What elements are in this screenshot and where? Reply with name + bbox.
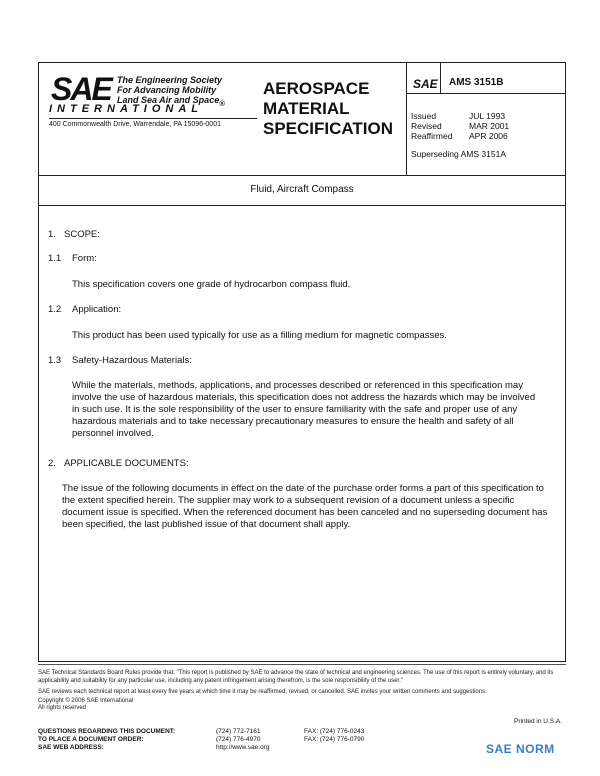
sae-norm-watermark	[486, 740, 555, 758]
footer-review: SAE reviews each technical report at least every five years at which time it may be reaffirmed, revised, or cancelled. SAE invites your written comments and suggestions.	[38, 689, 487, 695]
divider	[49, 118, 257, 119]
contact-block	[38, 728, 364, 752]
title-row	[39, 175, 565, 206]
section-number: 2.	[48, 458, 56, 469]
section-1-3	[48, 355, 192, 366]
contact-row: TO PLACE A DOCUMENT ORDER: (724) 776-4970 FAX: (724) 776-0790	[38, 736, 365, 743]
section-number: 1.	[48, 229, 56, 240]
registered-mark: ®	[219, 98, 225, 108]
tagline-line: For Advancing Mobility	[117, 85, 217, 95]
section-1-2-body: This product has been used typically for use as a filling medium for magnetic compasses.	[72, 330, 447, 341]
superseding: Superseding AMS 3151A	[411, 149, 507, 159]
sae-small-logo: SAE	[413, 77, 438, 91]
section-title: Application:	[72, 304, 122, 315]
web-link[interactable]: http://www.sae.org	[216, 744, 270, 751]
section-title: Safety-Hazardous Materials:	[72, 355, 192, 366]
header-row	[39, 63, 565, 176]
divider	[406, 63, 407, 175]
document-title: Fluid, Aircraft Compass	[250, 184, 354, 195]
divider	[440, 63, 441, 93]
section-number: 1.1	[48, 253, 62, 264]
section-1	[48, 229, 100, 240]
section-1-2	[48, 304, 121, 315]
international-wordmark: INTERNATIONAL	[49, 103, 204, 115]
section-2	[48, 458, 189, 469]
watermark-text: SAE NORM	[486, 742, 555, 756]
section-number: 1.3	[48, 355, 62, 366]
section-2-body: The issue of the following documents in effect on the date of the purchase order forms a part of this specification to the extent specified herein. The supplier may work to a subsequent revision of a document unless a specific document issue is specified. When the referenced document has been canceled and no superseding document has been specified, the last published issue of that document shall apply.	[62, 483, 548, 530]
contact-row: SAE WEB ADDRESS: http://www.sae.org	[38, 744, 364, 752]
section-title: Form:	[72, 253, 97, 264]
doc-type-line: MATERIAL	[263, 99, 350, 118]
printed-note: Printed in U.S.A.	[514, 718, 563, 725]
tagline-line: The Engineering Society	[117, 75, 223, 85]
sae-logo: SAE	[51, 71, 111, 107]
section-title: APPLICABLE DOCUMENTS:	[64, 458, 189, 469]
tagline-line: Land Sea Air and Space$_®$	[117, 95, 225, 108]
section-1-1	[48, 253, 97, 264]
address: 400 Commonwealth Drive, Warrendale, PA 15096-0001	[49, 121, 221, 128]
spec-code: AMS 3151B	[449, 77, 504, 88]
section-title: SCOPE:	[64, 229, 100, 240]
section-1-1-body: This specification covers one grade of hydrocarbon compass fluid.	[72, 279, 351, 290]
divider	[406, 93, 565, 94]
date-row: Revised MAR 2001	[411, 121, 510, 131]
footer-rules: SAE Technical Standards Board Rules provide that: "This report is published by SAE to advance the state of technical and engineering sciences. The use of this report is entirely voluntary, and its applicability and suitability for any particular use, including any patent infringement arising therefrom, is the sole responsibility of the user."	[38, 670, 554, 684]
contact-row: QUESTIONS REGARDING THIS DOCUMENT: (724) 772-7161 FAX: (724) 776-0243	[38, 728, 365, 735]
doc-type-line: AEROSPACE	[263, 79, 370, 98]
date-row: Issued JUL 1993	[411, 111, 506, 121]
section-1-3-body: While the materials, methods, applications, and processes described or referenced in this specification may involve the use of hazardous materials, this specification does not address the hazards which may be involved in such use. It is the sole responsibility of the user to ensure familiarity with the safe and proper use of any hazardous materials and to take necessary precautionary measures to ensure the health and safety of all personnel involved.	[72, 380, 536, 439]
section-number: 1.2	[48, 304, 62, 315]
doc-type-line: SPECIFICATION	[263, 119, 394, 138]
footer-notice	[38, 670, 566, 713]
date-row: Reaffirmed APR 2006	[411, 131, 508, 141]
date-block	[411, 111, 509, 141]
doc-type-title	[263, 79, 393, 139]
footer-divider	[38, 664, 566, 665]
copyright: Copyright © 2006 SAE International	[38, 697, 134, 704]
rights: All rights reserved	[38, 705, 87, 711]
